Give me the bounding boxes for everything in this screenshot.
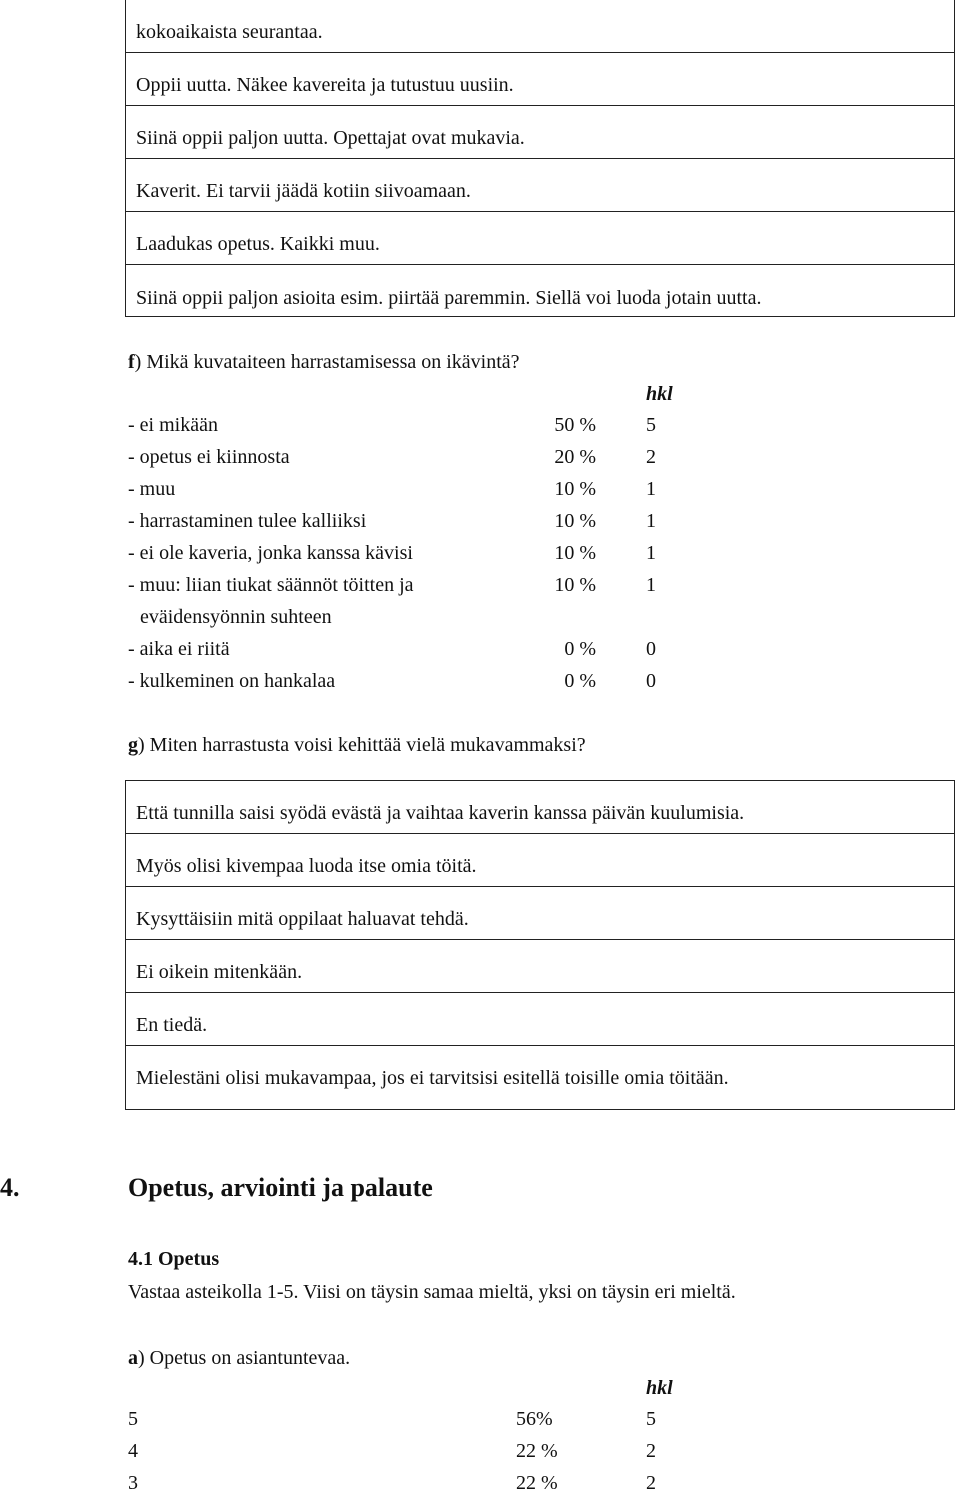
hkl-header: hkl xyxy=(646,1377,673,1399)
row-count: 2 xyxy=(646,446,656,468)
row-percent: 56% xyxy=(516,1408,553,1430)
answer-row xyxy=(126,106,954,159)
row-label: - ei mikään xyxy=(128,414,218,436)
row-percent: 0 % xyxy=(564,670,596,692)
row-percent: 10 % xyxy=(554,510,596,532)
answer-row xyxy=(126,834,954,887)
row-count: 5 xyxy=(646,414,656,436)
row-label: - muu xyxy=(128,478,176,500)
row-label: 5 xyxy=(128,1408,138,1430)
survey-row xyxy=(128,446,688,478)
row-label: - opetus ei kiinnosta xyxy=(128,446,290,468)
answer-row xyxy=(126,212,954,265)
row-percent: 50 % xyxy=(554,414,596,436)
answer-text: Siinä oppii paljon uutta. Opettajat ovat mukavia. xyxy=(136,127,525,149)
answer-text: Että tunnilla saisi syödä evästä ja vaihtaa kaverin kanssa päivän kuulumisia. xyxy=(136,802,745,824)
answer-text: En tiedä. xyxy=(136,1014,208,1036)
row-percent: 10 % xyxy=(554,542,596,564)
row-count: 2 xyxy=(646,1472,656,1494)
question-letter: a xyxy=(128,1347,138,1369)
question-text: ) Opetus on asiantuntevaa. xyxy=(138,1347,351,1369)
row-label: - aika ei riitä xyxy=(128,638,230,660)
answer-row xyxy=(126,1046,954,1116)
row-label: - ei ole kaveria, jonka kanssa kävisi xyxy=(128,542,413,564)
question-letter: f xyxy=(128,351,135,373)
answer-row xyxy=(126,265,954,318)
row-count: 1 xyxy=(646,574,656,596)
answer-text: Kysyttäisiin mitä oppilaat haluavat tehdä. xyxy=(136,908,469,930)
survey-row xyxy=(128,638,688,670)
answer-text: kokoaikaista seurantaa. xyxy=(136,21,323,43)
row-label: - kulkeminen on hankalaa xyxy=(128,670,336,692)
answer-text: Mielestäni olisi mukavampaa, jos ei tarvitsisi esitellä toisille omia töitään. xyxy=(136,1067,729,1089)
answer-row xyxy=(126,887,954,940)
section-number: 4. xyxy=(0,1173,20,1202)
row-percent: 10 % xyxy=(554,478,596,500)
row-count: 2 xyxy=(646,1440,656,1462)
survey-row xyxy=(128,574,688,606)
row-percent: 20 % xyxy=(554,446,596,468)
row-label: eväidensyönnin suhteen xyxy=(140,606,332,628)
survey-row xyxy=(128,670,688,702)
row-count: 0 xyxy=(646,670,656,692)
row-count: 5 xyxy=(646,1408,656,1430)
row-count: 1 xyxy=(646,478,656,500)
question-g xyxy=(128,734,586,757)
answer-text: Ei oikein mitenkään. xyxy=(136,961,303,983)
question-letter: g xyxy=(128,734,138,756)
answer-text: Myös olisi kivempaa luoda itse omia töitä. xyxy=(136,855,477,877)
answers-box-top xyxy=(125,0,955,317)
answer-text: Siinä oppii paljon asioita esim. piirtää paremmin. Siellä voi luoda jotain uutta. xyxy=(136,287,762,309)
answer-row xyxy=(126,993,954,1046)
survey-row xyxy=(128,1472,688,1504)
survey-row xyxy=(128,478,688,510)
answer-row xyxy=(126,940,954,993)
question-text: ) Mikä kuvataiteen harrastamisessa on ikävintä? xyxy=(134,351,520,373)
row-percent: 10 % xyxy=(554,574,596,596)
answer-row xyxy=(126,159,954,212)
answer-row xyxy=(126,781,954,834)
answers-box-bottom xyxy=(125,780,955,1110)
question-f xyxy=(128,351,520,374)
instruction-text: Vastaa asteikolla 1-5. Viisi on täysin samaa mieltä, yksi on täysin eri mieltä. xyxy=(128,1281,736,1303)
subsection-title: 4.1 Opetus xyxy=(128,1248,220,1270)
row-label: - harrastaminen tulee kalliiksi xyxy=(128,510,367,532)
answer-text: Oppii uutta. Näkee kavereita ja tutustuu uusiin. xyxy=(136,74,514,96)
survey-row xyxy=(128,1440,688,1472)
row-label: - muu: liian tiukat säännöt töitten ja xyxy=(128,574,414,596)
question-text: ) Miten harrastusta voisi kehittää vielä mukavammaksi? xyxy=(138,734,586,756)
answer-row xyxy=(126,0,954,53)
answer-text: Laadukas opetus. Kaikki muu. xyxy=(136,233,380,255)
row-percent: 0 % xyxy=(564,638,596,660)
row-percent: 22 % xyxy=(516,1472,558,1494)
survey-row xyxy=(128,542,688,574)
section-title: Opetus, arviointi ja palaute xyxy=(128,1173,433,1202)
row-count: 1 xyxy=(646,542,656,564)
row-label: 3 xyxy=(128,1472,138,1494)
row-percent: 22 % xyxy=(516,1440,558,1462)
survey-row xyxy=(128,510,688,542)
row-count: 1 xyxy=(646,510,656,532)
hkl-header: hkl xyxy=(646,383,673,405)
row-label: 4 xyxy=(128,1440,138,1462)
survey-row-continuation xyxy=(128,606,688,638)
survey-row xyxy=(128,414,688,446)
survey-row xyxy=(128,1408,688,1440)
answer-row xyxy=(126,53,954,106)
answer-text: Kaverit. Ei tarvii jäädä kotiin siivoamaan. xyxy=(136,180,471,202)
row-count: 0 xyxy=(646,638,656,660)
question-a xyxy=(128,1347,350,1370)
